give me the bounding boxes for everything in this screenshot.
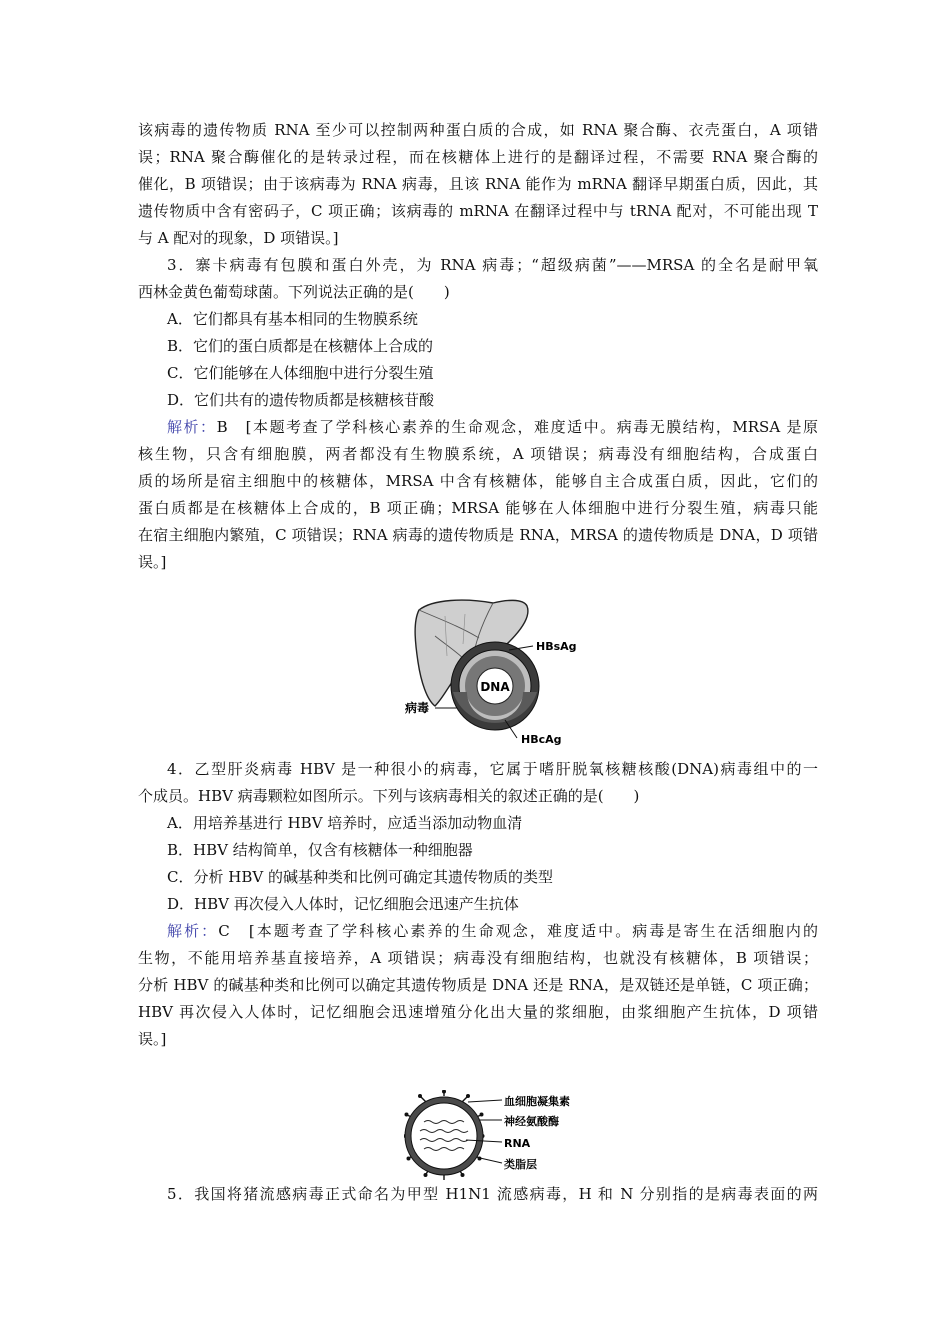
option-d: D．它们共有的遗传物质都是核糖核苷酸	[167, 391, 435, 409]
hbsag-label: HBsAg	[536, 640, 577, 653]
virus-label: 病毒	[405, 701, 430, 715]
option-d: D．HBV 再次侵入人体时，记忆细胞会迅速产生抗体	[167, 895, 519, 913]
question-stem-line: 3．寨卡病毒有包膜和蛋白外壳，为 RNA 病毒；“超级病菌”——MRSA 的全名是耐甲氧	[167, 256, 818, 274]
option-b: B．HBV 结构简单，仅含有核糖体一种细胞器	[167, 841, 473, 859]
text-line: 遗传物质中含有密码子，C 项正确；该病毒的 mRNA 在翻译过程中与 tRNA 配对，不可能出现 T	[138, 202, 818, 220]
option-b: B．它们的蛋白质都是在核糖体上合成的	[167, 337, 434, 355]
option-a: A．它们都具有基本相同的生物膜系统	[167, 310, 418, 328]
text-line: 催化，B 项错误；由于该病毒为 RNA 病毒，且该 RNA 能作为 mRNA 翻译早期蛋白质，因此，其	[138, 175, 818, 193]
text-line: 该病毒的遗传物质 RNA 至少可以控制两种蛋白质的合成，如 RNA 聚合酶、衣壳蛋白，A 项错	[138, 121, 818, 139]
influenza-virus-figure	[404, 1090, 604, 1180]
analysis-line: 生物，不能用培养基直接培养，A 项错误；病毒没有细胞结构，也就没有核糖体，B 项错误；	[138, 949, 818, 967]
question-stem-line: 4．乙型肝炎病毒 HBV 是一种很小的病毒，它属于嗜肝脱氧核糖核酸(DNA)病毒组中的一	[167, 760, 818, 778]
analysis-first-line	[138, 918, 818, 945]
analysis-line: 核生物，只含有细胞膜，两者都没有生物膜系统，A 项错误；病毒没有细胞结构，合成蛋白	[138, 445, 818, 463]
analysis-line: 误。]	[138, 1030, 167, 1048]
option-c: C．它们能够在人体细胞中进行分裂生殖	[167, 364, 434, 382]
question-3	[138, 252, 818, 576]
analysis-label: 解析：	[167, 418, 217, 436]
option-c: C．分析 HBV 的碱基种类和比例可确定其遗传物质的类型	[167, 868, 553, 886]
question-stem-line: 西林金黄色葡萄球菌。下列说法正确的是( )	[138, 283, 450, 301]
lipid-layer-label: 类脂层	[504, 1158, 537, 1171]
hemagglutinin-label: 血细胞凝集素	[504, 1095, 570, 1108]
hbcag-label: HBcAg	[521, 733, 562, 746]
text-line: 与 A 配对的现象，D 项错误。]	[138, 229, 339, 247]
rna-label: RNA	[504, 1137, 531, 1150]
analysis-text: C [本题考查了学科核心素养的生命观念，难度适中。病毒是寄生在活细胞内的	[218, 922, 818, 940]
dna-label: DNA	[480, 680, 510, 694]
hbv-liver-virus-figure	[405, 596, 585, 748]
neuraminidase-label: 神经氨酸酶	[504, 1115, 559, 1128]
analysis-line: HBV 再次侵入人体时，记忆细胞会迅速增殖分化出大量的浆细胞，由浆细胞产生抗体，D 项错	[138, 1003, 818, 1021]
analysis-text: B [本题考查了学科核心素养的生命观念，难度适中。病毒无膜结构，MRSA 是原	[216, 418, 818, 436]
analysis-label: 解析：	[167, 922, 219, 940]
analysis-line: 蛋白质都是在核糖体上合成的，B 项正确；MRSA 能够在人体细胞中进行分裂生殖，病毒只能	[138, 499, 818, 517]
analysis-first-line	[138, 414, 818, 441]
analysis-line: 分析 HBV 的碱基种类和比例可以确定其遗传物质是 DNA 还是 RNA，是双链还是单链，C 项正确；	[138, 976, 818, 994]
question-stem-line: 5．我国将猪流感病毒正式命名为甲型 H1N1 流感病毒，H 和 N 分别指的是病毒表面的两	[167, 1185, 818, 1203]
analysis-line: 在宿主细胞内繁殖，C 项错误；RNA 病毒的遗传物质是 RNA，MRSA 的遗传物质是 DNA，D 项错	[138, 526, 818, 544]
previous-analysis-continuation	[138, 117, 818, 252]
text-line: 误；RNA 聚合酶催化的是转录过程，而在核糖体上进行的是翻译过程，不需要 RNA 聚合酶的	[138, 148, 818, 166]
question-4	[138, 756, 818, 1053]
analysis-line: 质的场所是宿主细胞中的核糖体，MRSA 中含有核糖体，能够自主合成蛋白质，因此，它们的	[138, 472, 818, 490]
question-stem-line: 个成员。HBV 病毒颗粒如图所示。下列与该病毒相关的叙述正确的是( )	[138, 787, 640, 805]
analysis-line: 误。]	[138, 553, 167, 571]
question-5	[138, 1181, 818, 1208]
option-a: A．用培养基进行 HBV 培养时，应适当添加动物血清	[167, 814, 523, 832]
